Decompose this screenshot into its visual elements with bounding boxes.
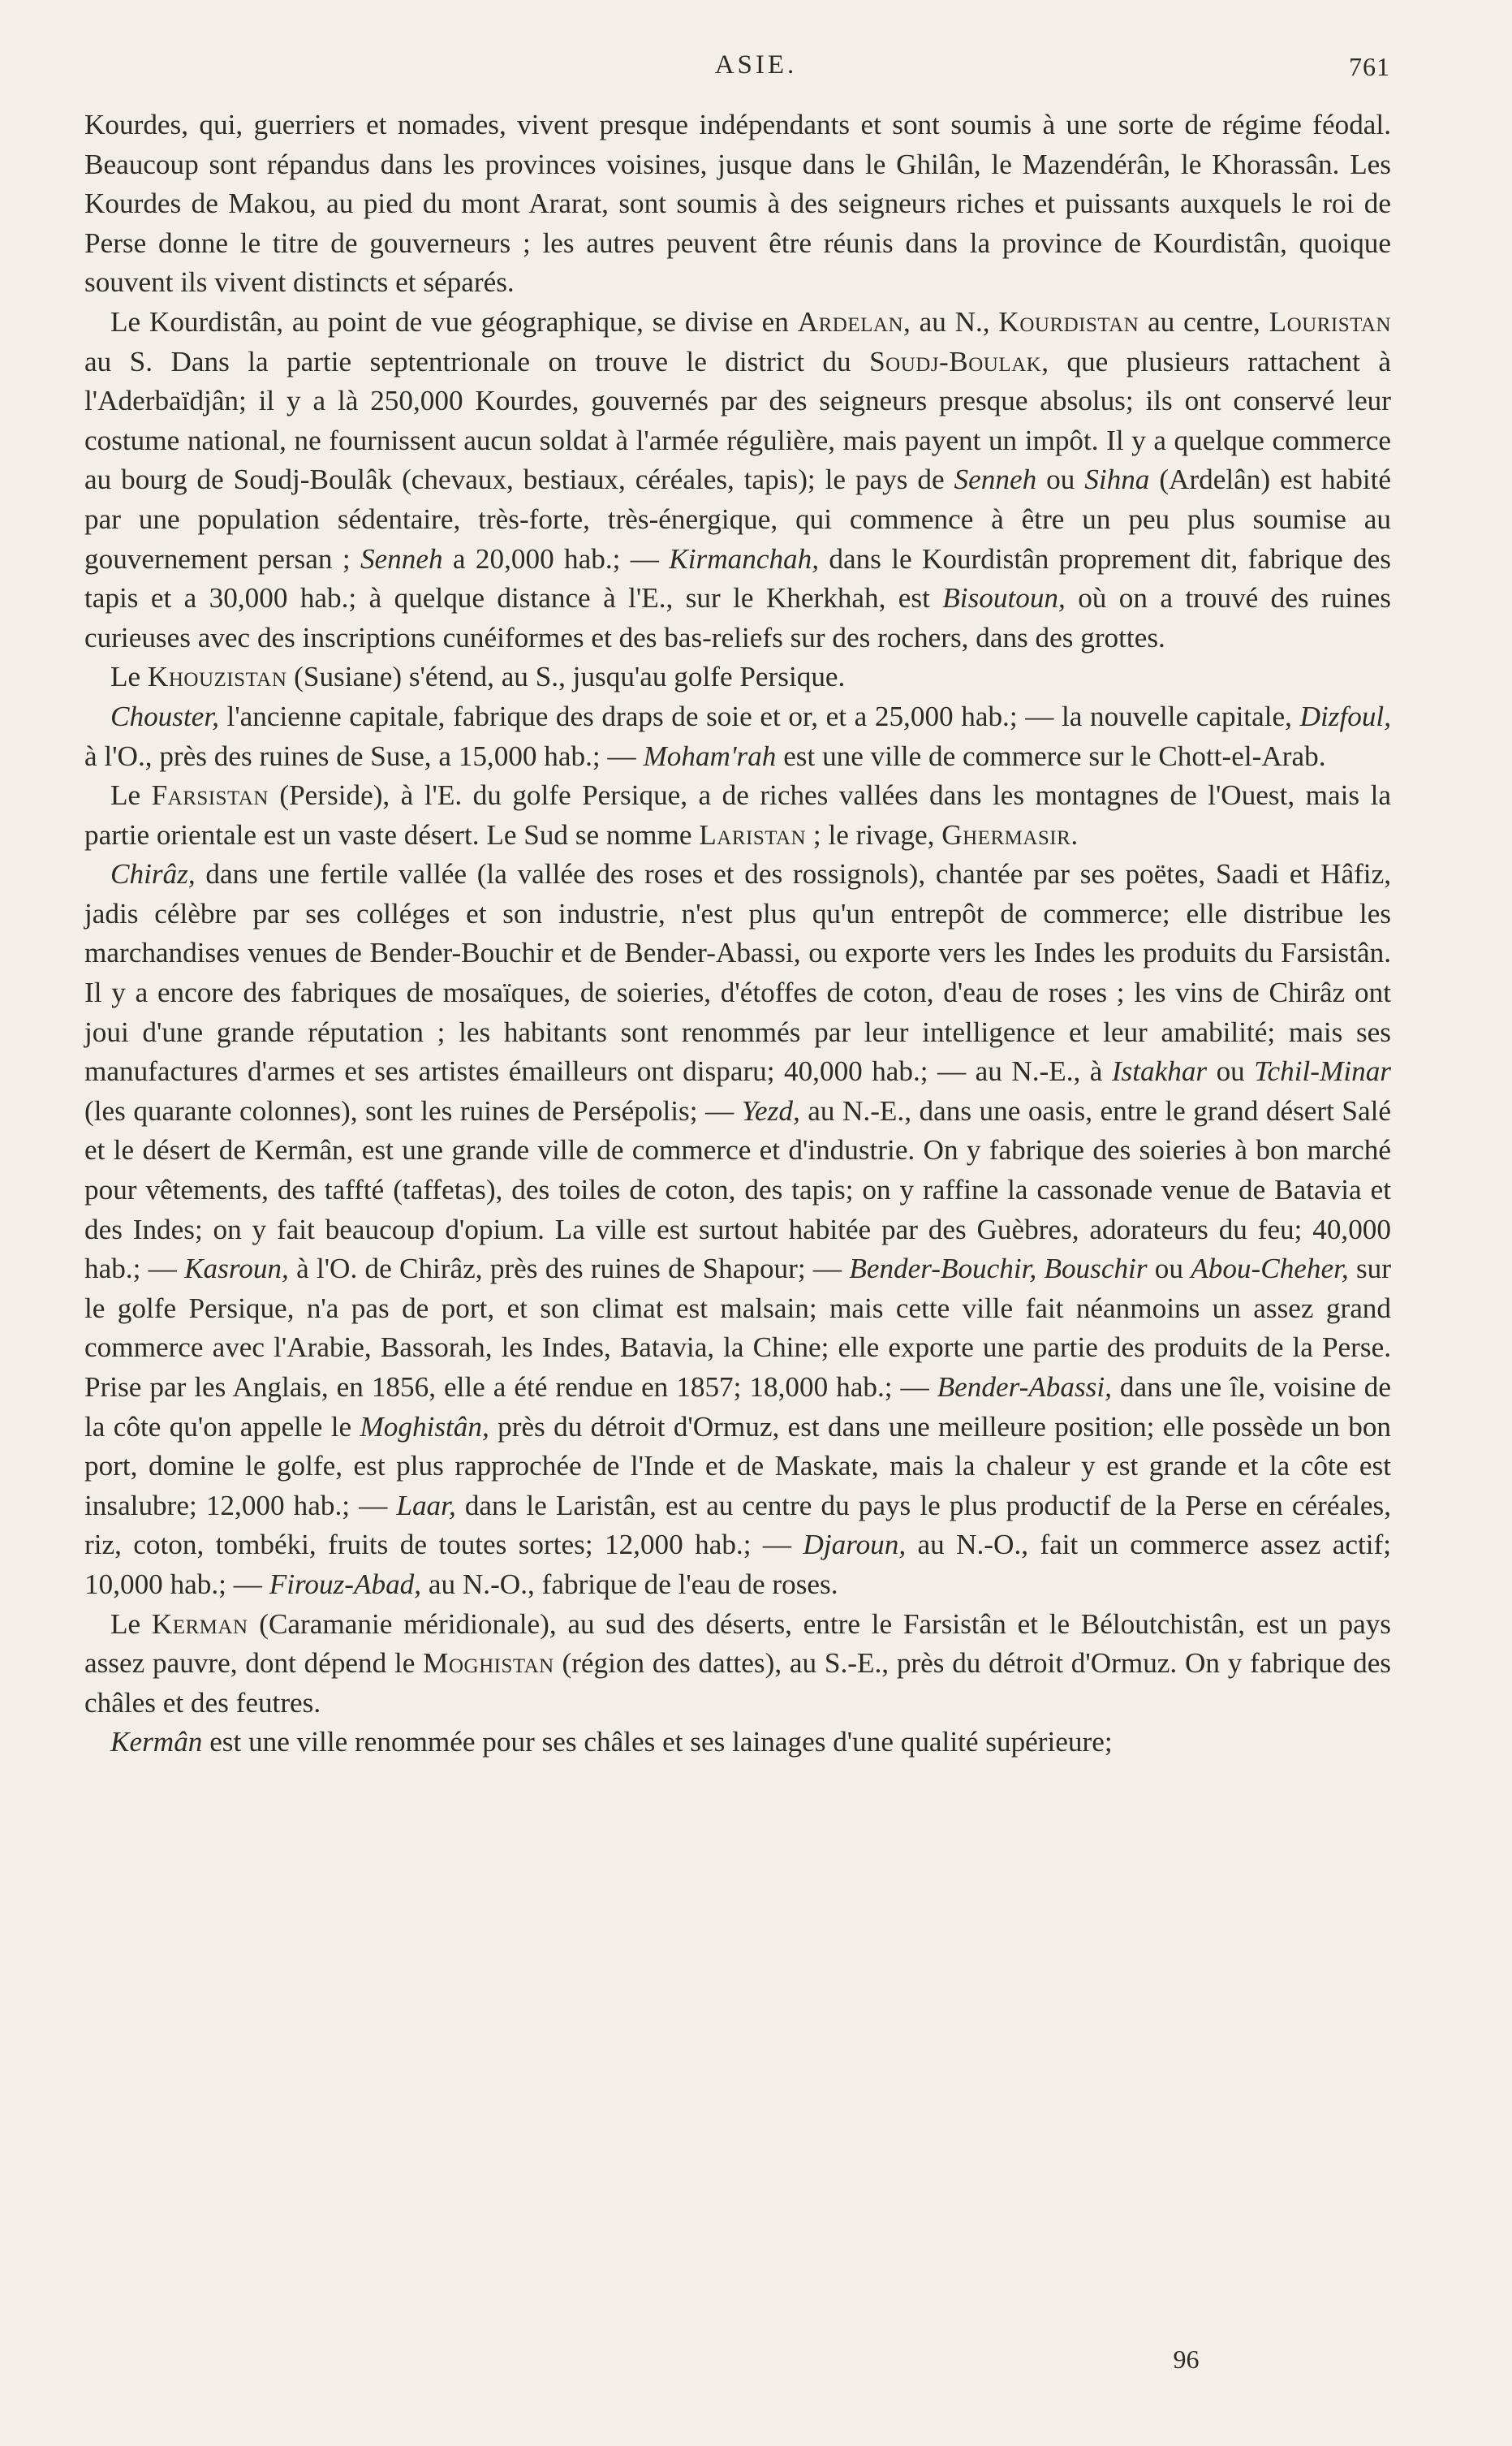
paragraph: Chouster, l'ancienne capitale, fabrique des draps de soie et or, et a 25,000 hab.; — la nouvelle capitale, Dizfoul, à l'O., près des ruines de Suse, a 15,000 hab.; — Moham'rah est une ville de commerce sur le Chott-el-Arab. <box>84 700 1391 772</box>
page-number: 761 <box>1349 52 1390 81</box>
running-head: ASIE. <box>714 50 798 80</box>
paragraph: Le Kerman (Caramanie méridionale), au sud des déserts, entre le Farsistân et le Béloutchistân, est un pays assez pauvre, dont dépend le Moghistan (région des dattes), au S.-E., près du détroit d'Ormuz. On y fabrique des châles et des feutres. <box>84 1607 1392 1719</box>
body-text <box>84 106 1391 1762</box>
paragraph: Chirâz, dans une fertile vallée (la vallée des roses et des rossignols), chantée par ses poëtes, Saadi et Hâfiz, jadis célèbre par ses colléges et son industrie, n'est plus qu'un entrepôt de commerce; elle distribue les marchandises venues de Bender-Bouchir et de Bender-Abassi, ou exporte vers les Indes les produits du Farsistân. Il y a encore des fabriques de mosaïques, de soieries, d'étoffes de coton, d'eau de roses ; les vins de Chirâz ont joui d'une grande réputation ; les habitants sont renommés par leur intelligence et leur amabilité; mais ses manufactures d'armes et ses artistes émailleurs ont disparu; 40,000 hab.; — au N.-E., à Istakhar ou Tchil-Minar (les quarante colonnes), sont les ruines de Persépolis; — Yezd, au N.-E., dans une oasis, entre le grand désert Salé et le désert de Kermân, est une grande ville de commerce et d'industrie. On y fabrique des soieries à bon marché pour vêtements, des taffté (taffetas), des toiles de coton, des tapis; on y raffine la cassonade venue de Batavia et des Indes; on y fait beaucoup d'opium. La ville est surtout habitée par des Guèbres, adorateurs du feu; 40,000 hab.; — Kasroun, à l'O. de Chirâz, près des ruines de Shapour; — Bender-Bouchir, Bouschir ou Abou-Cheher, sur le golfe Persique, n'a pas de port, et son climat est malsain; mais cette ville fait néanmoins un assez grand commerce avec l'Arabie, Bassorah, les Indes, Batavia, la Chine; elle exporte une partie des produits de la Perse. Prise par les Anglais, en 1856, elle a été rendue en 1857; 18,000 hab.; — Bender-Abassi, dans une île, voisine de la côte qu'on appelle le Moghistân, près du détroit d'Ormuz, est dans une meilleure position; elle possède un bon port, domine le golfe, est plus rapprochée de l'Inde et de Maskate, mais la chaleur y est grande et la côte est insalubre; 12,000 hab.; — Laar, dans le Laristân, est au centre du pays le plus productif de la Perse en céréales, riz, coton, tombéki, fruits de toutes sortes; 12,000 hab.; — Djaroun, au N.-O., fait un commerce assez actif; 10,000 hab.; — Firouz-Abad, au N.-O., fabrique de l'eau de roses. <box>84 858 1392 1600</box>
paragraph: Le Farsistan (Perside), à l'E. du golfe Persique, a de riches vallées dans les montagnes de l'Ouest, mais la partie orientale est un vaste désert. Le Sud se nomme Laristan ; le rivage, Ghermasir. <box>84 779 1391 851</box>
paragraph: Le Kourdistân, au point de vue géographique, se divise en Ardelan, au N., Kourdistan au centre, Louristan au S. Dans la partie septentrionale on trouve le district du Soudj-Boulak, que plusieurs rattachent à l'Aderbaïdjân; il y a là 250,000 Kourdes, gouvernés par des seigneurs presque absolus; ils ont conservé leur costume national, ne fournissent aucun soldat à l'armée régulière, mais payent un impôt. Il y a quelque commerce au bourg de Soudj-Boulâk (chevaux, bestiaux, céréales, tapis); le pays de Senneh ou Sihna (Ardelân) est habité par une population sédentaire, très-forte, très-énergique, qui commence à être un peu plus soumise au gouvernement persan ; Senneh a 20,000 hab.; — Kirmanchah, dans le Kourdistân proprement dit, fabrique des tapis et a 30,000 hab.; à quelque distance à l'E., sur le Kherkhah, est Bisoutoun, où on a trouvé des ruines curieuses avec des inscriptions cunéiformes et des bas-reliefs sur des rochers, dans des grottes. <box>84 305 1392 654</box>
paragraph: Le Khouzistan (Susiane) s'étend, au S., jusqu'au golfe Persique. <box>110 661 846 693</box>
page-header <box>0 47 1512 96</box>
paragraph: Kermân est une ville renommée pour ses châles et ses lainages d'une qualité supérieure; <box>110 1726 1113 1758</box>
paragraph: Kourdes, qui, guerriers et nomades, vivent presque indépendants et sont soumis à une sorte de régime féodal. Beaucoup sont répandus dans les provinces voisines, jusque dans le Ghilân, le Mazendérân, le Khorassân. Les Kourdes de Makou, au pied du mont Ararat, sont soumis à des seigneurs riches et puissants auxquels le roi de Perse donne le titre de gouverneurs ; les autres peuvent être réunis dans la province de Kourdistân, quoique souvent ils vivent distincts et séparés. <box>84 109 1391 299</box>
signature-mark: 96 <box>1173 2345 1200 2374</box>
